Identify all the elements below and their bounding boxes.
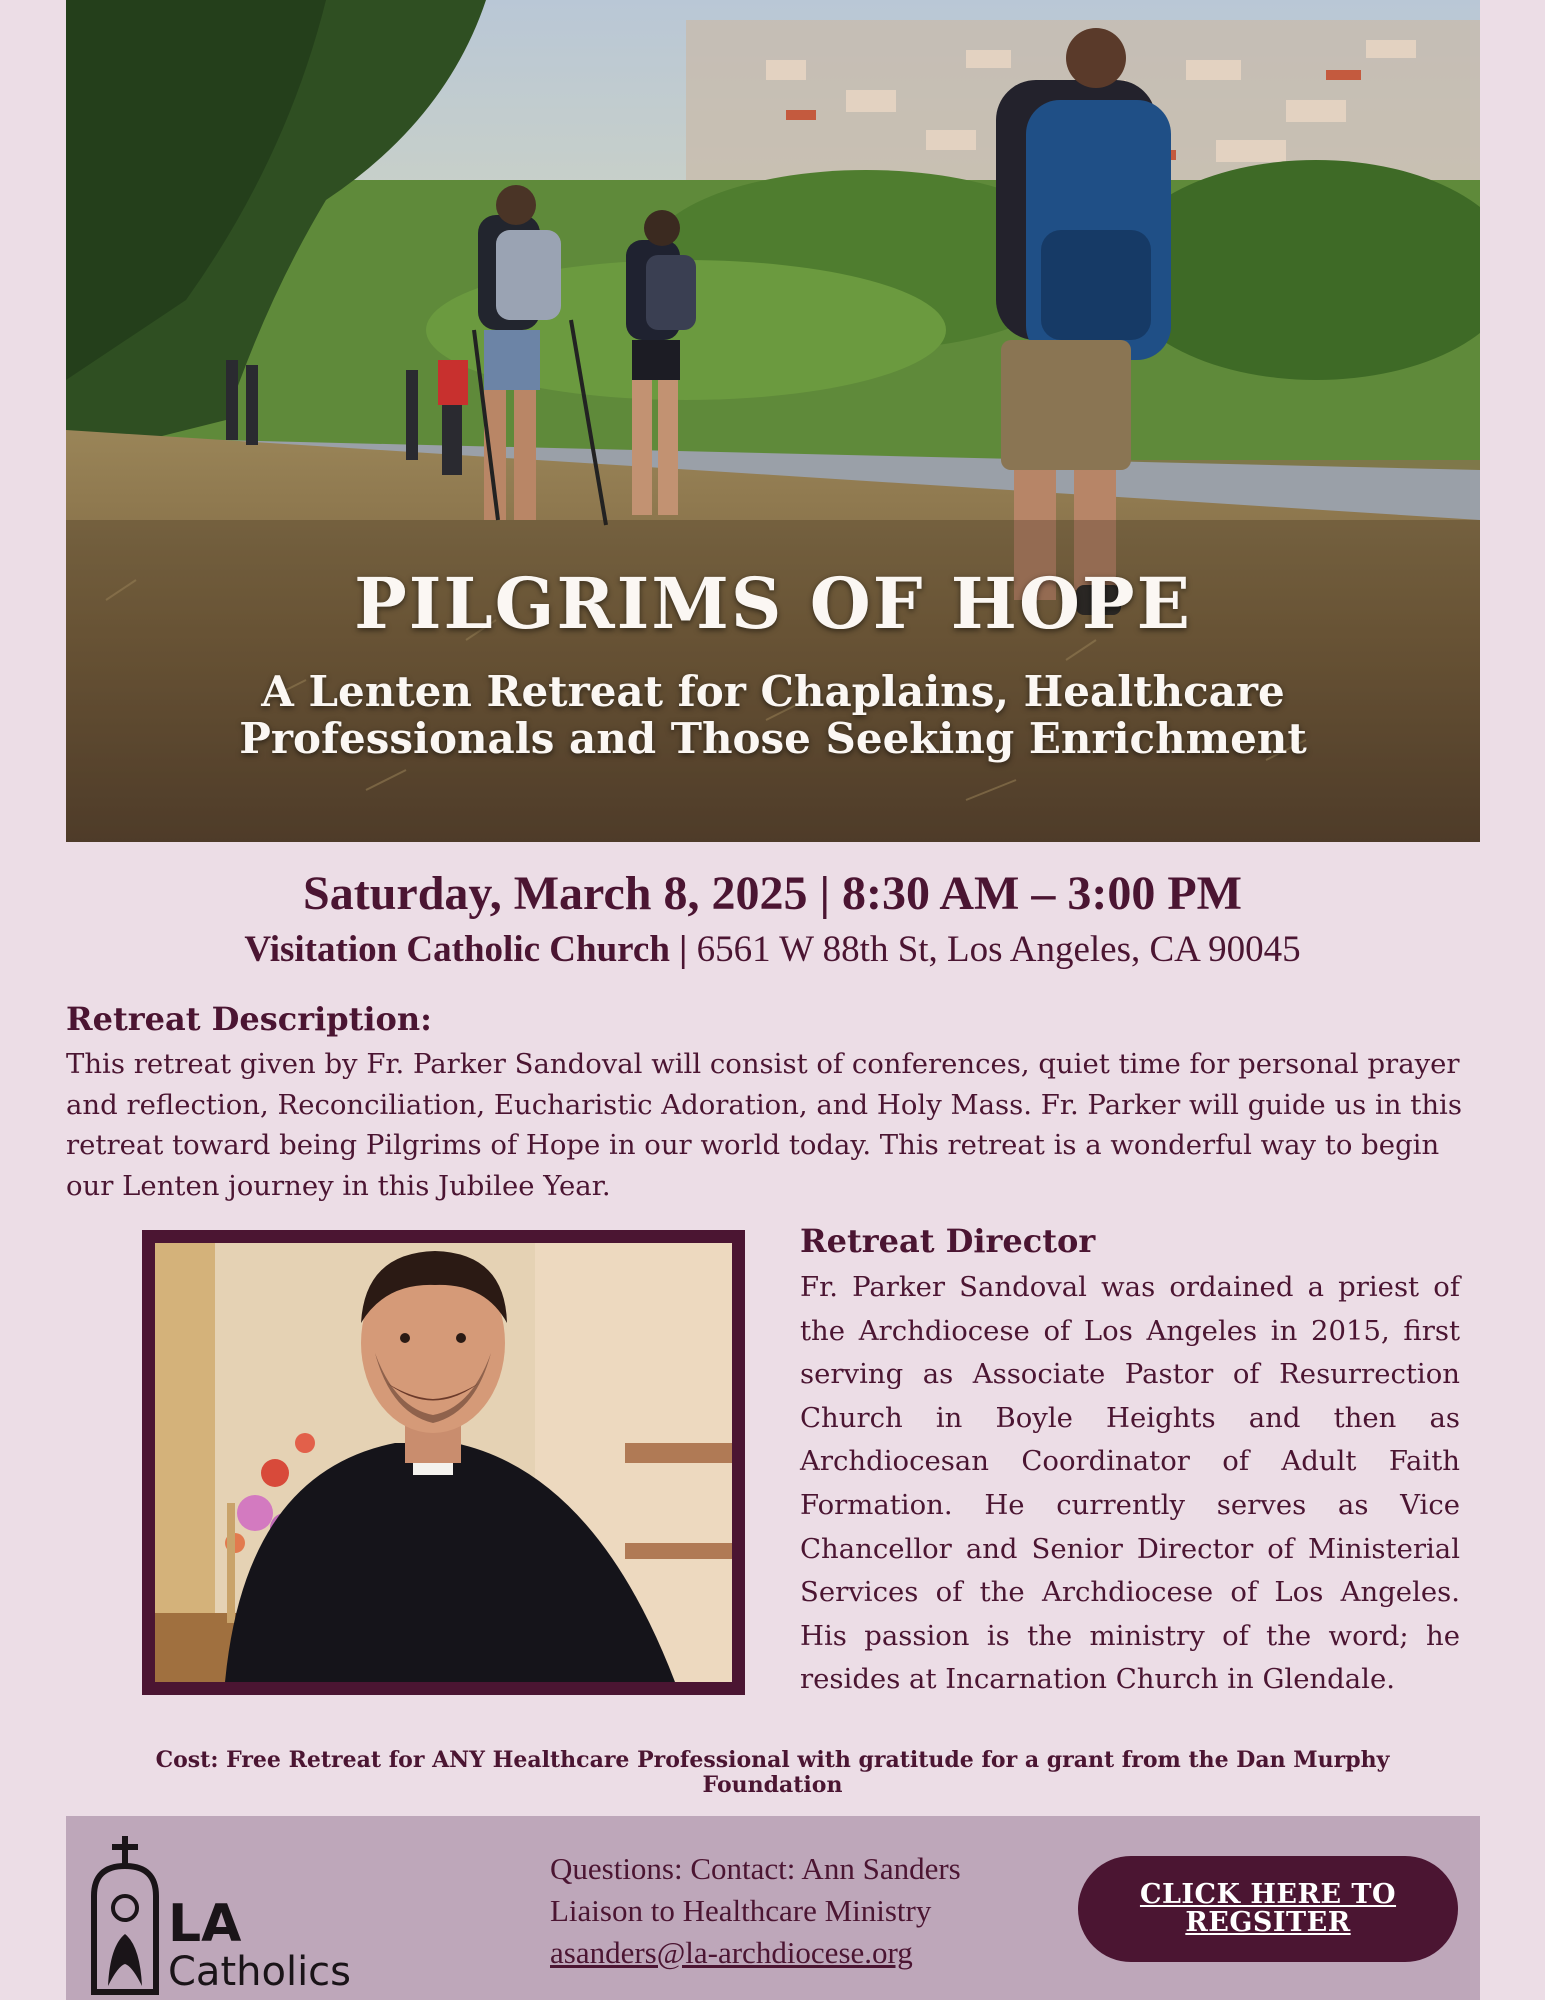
logo-la: LA bbox=[168, 1894, 242, 1954]
venue-name: Visitation Catholic Church bbox=[244, 929, 670, 970]
la-catholics-logo bbox=[88, 1836, 368, 1996]
priest-portrait bbox=[155, 1243, 732, 1682]
description-text: This retreat given by Fr. Parker Sandoval will consist of conferences, quiet time for personal prayer and reflection, Reconciliation, Eucharistic Adoration, and Holy Mass. Fr. Parker will guide us in this retreat toward being Pilgrims of Hope in our world today. This retreat is a wonderful way to begin our Lenten journey in this Jubilee Year. bbox=[66, 1048, 1462, 1202]
contact-info bbox=[550, 1848, 961, 1974]
description-heading: Retreat Description: bbox=[66, 1000, 432, 1038]
director-photo bbox=[142, 1230, 745, 1695]
register-button-label: CLICK HERE TO REGSITER bbox=[1139, 1879, 1397, 1938]
contact-email-link[interactable]: asanders@la-archdiocese.org bbox=[550, 1935, 913, 1970]
director-heading: Retreat Director bbox=[800, 1222, 1096, 1260]
footer-bar bbox=[66, 1816, 1480, 2000]
venue-address: 6561 W 88th St, Los Angeles, CA 90045 bbox=[696, 929, 1301, 970]
event-subtitle: A Lenten Retreat for Chaplains, Healthcare Professionals and Those Seeking Enrichment bbox=[239, 667, 1307, 763]
venue-line bbox=[0, 928, 1545, 971]
cost-note: Cost: Free Retreat for ANY Healthcare Professional with gratitude for a grant from the Dan Murphy Foundation bbox=[155, 1747, 1390, 1798]
contact-role: Liaison to Healthcare Ministry bbox=[550, 1893, 932, 1928]
church-cross-icon bbox=[88, 1836, 168, 1996]
event-title: PILGRIMS OF HOPE bbox=[354, 562, 1192, 645]
contact-line: Questions: Contact: Ann Sanders bbox=[550, 1851, 961, 1886]
register-button[interactable] bbox=[1078, 1856, 1458, 1962]
director-bio: Fr. Parker Sandoval was ordained a priest of the Archdiocese of Los Angeles in 2015, first serving as Associate Pastor of Resurrection Church in Boyle Heights and then as Archdiocesan Coordinator of Adult Faith Formation. He currently serves as Vice Chancellor and Senior Director of Ministerial Services of the Archdiocese of Los Angeles. His passion is the ministry of the word; he resides at Incarnation Church in Glendale. bbox=[800, 1271, 1460, 1696]
logo-catholics: Catholics bbox=[168, 1949, 352, 1995]
event-date-time: Saturday, March 8, 2025 | 8:30 AM – 3:00 PM bbox=[303, 867, 1242, 920]
venue-separator: | bbox=[679, 929, 688, 970]
hero-banner bbox=[66, 0, 1480, 842]
